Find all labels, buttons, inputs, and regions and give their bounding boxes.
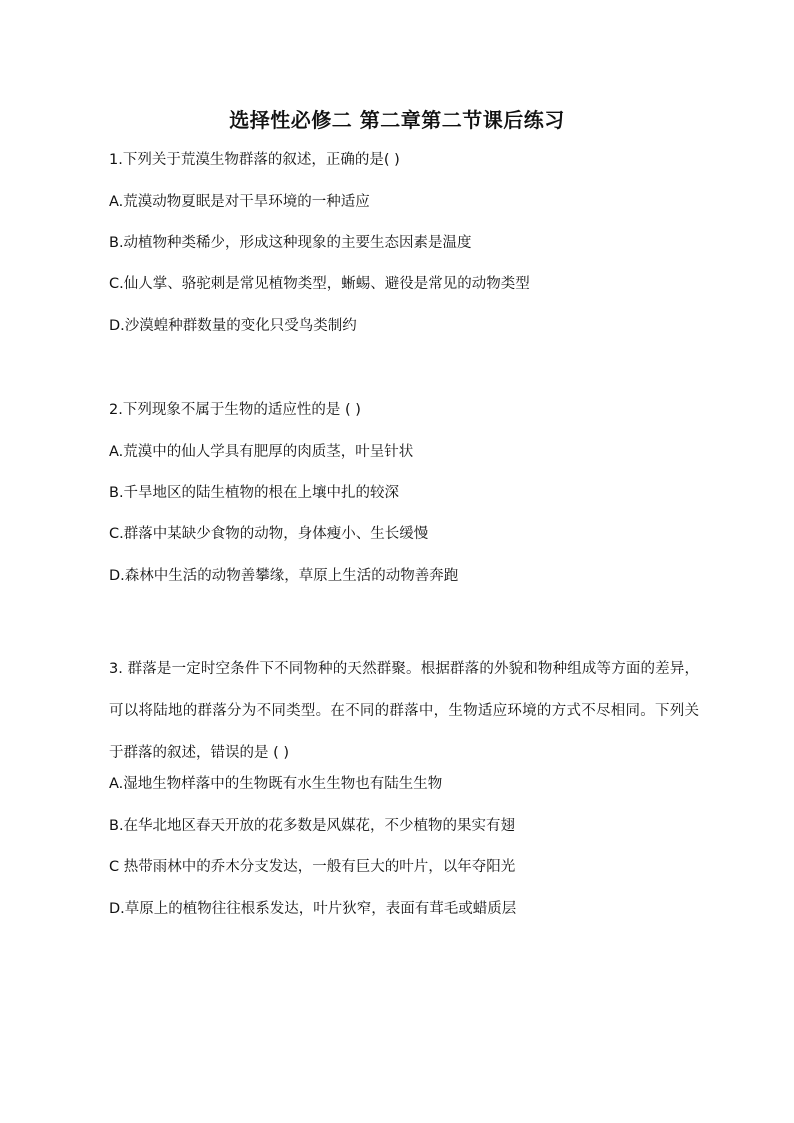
- question-2-option-b: B.千旱地区的陆生植物的根在上壤中扎的较深: [109, 485, 400, 501]
- question-3-option-d: D.草原上的植物往往根系发达，叶片狄窄，表面有茸毛或蜡质层: [109, 901, 517, 917]
- question-3-option-b: B.在华北地区春天开放的花多数是风媒花，不少植物的果实有翅: [109, 818, 516, 834]
- question-2-option-c: C.群落中某缺少食物的动物，身体瘦小、生长缓慢: [109, 526, 429, 542]
- question-1-option-d: D.沙漠蝗种群数量的变化只受鸟类制约: [109, 318, 357, 334]
- question-3-option-a: A.湿地生物样落中的生物既有水生生物也有陆生生物: [109, 776, 443, 792]
- document-title: 选择性必修二 第二章第二节课后练习: [229, 108, 565, 132]
- question-2-option-d: D.森林中生活的动物善攀缘，草原上生活的动物善奔跑: [109, 568, 459, 584]
- question-1-option-a: A.荒漠动物夏眠是对干旱环境的一种适应: [109, 194, 370, 210]
- question-2-option-a: A.荒漠中的仙人学具有肥厚的肉质茎，叶呈针状: [109, 444, 414, 460]
- question-3-stem: 3. 群落是一定时空条件下不同物种的天然群聚。根据群落的外貌和物种组成等方面的差异，可以将陆地的群落分为不同类型。在不同的群落中，生物适应环境的方式不尽相同。下列关于群落的叙述，错误的是 ( ): [109, 661, 699, 761]
- question-1-stem: 1.下列关于荒漠生物群落的叙述，正确的是( ): [109, 152, 400, 168]
- question-2-stem: 2.下列现象不属于生物的适应性的是 ( ): [109, 402, 361, 418]
- question-1-option-b: B.动植物种类稀少，形成这种现象的主要生态因素是温度: [109, 235, 472, 251]
- question-1-option-c: C.仙人掌、骆驼刺是常见植物类型，蜥蜴、避役是常见的动物类型: [109, 276, 530, 292]
- question-3-option-c: C 热带雨林中的乔木分支发达，一般有巨大的叶片，以年夺阳光: [109, 859, 516, 875]
